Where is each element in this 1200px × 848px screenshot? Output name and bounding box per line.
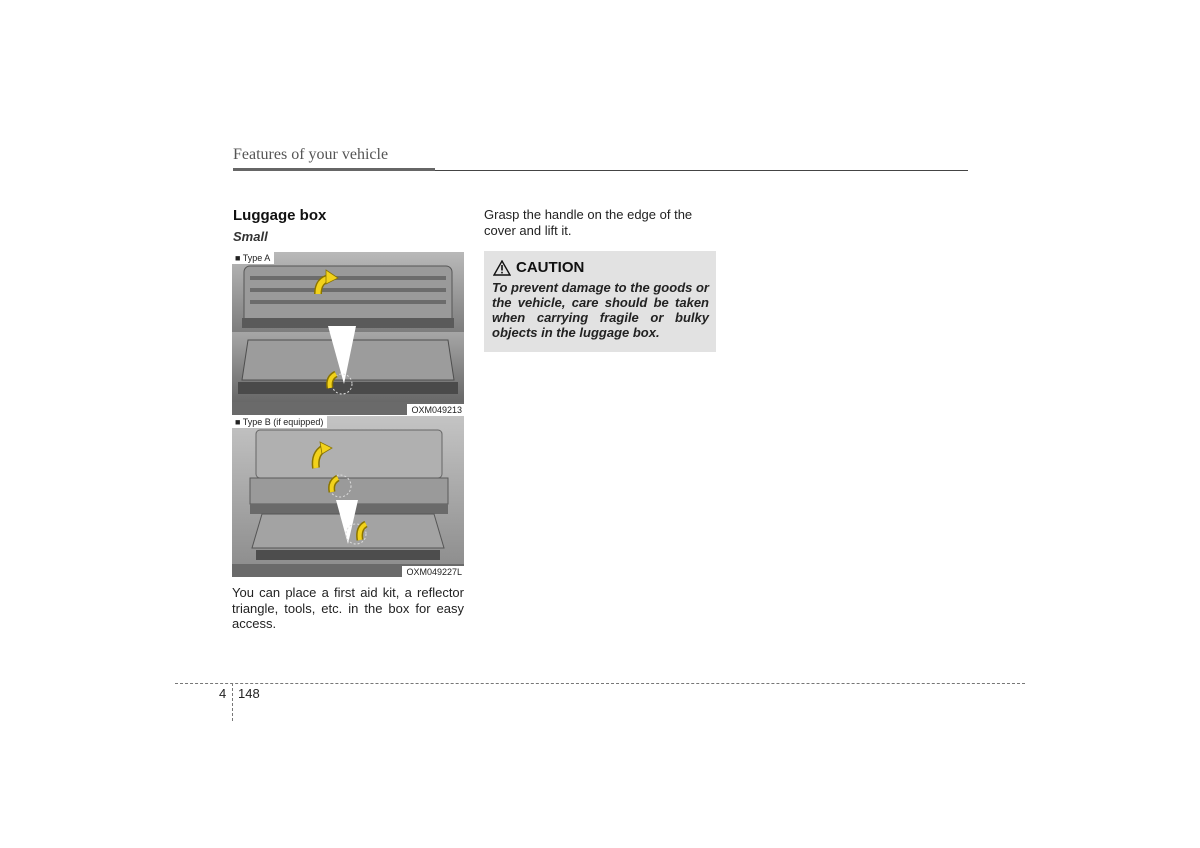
warning-triangle-icon [493, 260, 511, 276]
header-rule-thin [435, 170, 968, 171]
footer-dashed-divider [232, 683, 233, 721]
figure-type-a [232, 252, 464, 415]
body-text-left: You can place a first aid kit, a reflector triangle, tools, etc. in the box for easy access. [232, 585, 464, 631]
figure-a-label: ■ Type A [232, 252, 274, 264]
luggage-box-illustration-b [232, 416, 464, 577]
luggage-box-illustration-a [232, 252, 464, 415]
caution-box [484, 251, 716, 352]
page-header-title: Features of your vehicle [233, 146, 389, 163]
figure-type-b [232, 416, 464, 577]
header-rule-thick [233, 168, 435, 171]
chapter-number: 4 [219, 686, 227, 701]
body-text-right: Grasp the handle on the edge of the cover and lift it. [484, 207, 693, 238]
footer-dashed-rule [175, 683, 1025, 684]
figure-b-label: ■ Type B (if equipped) [232, 416, 327, 428]
caution-title: CAUTION [516, 259, 585, 276]
caution-header [493, 259, 584, 276]
section-title: Luggage box [233, 207, 327, 224]
caution-text: To prevent damage to the goods or the vehicle, care should be taken when carrying fragile or bulky objects in the luggage box. [492, 280, 709, 340]
figure-a-code: OXM049213 [407, 404, 464, 415]
section-subtitle: Small [233, 229, 268, 244]
page-number: 148 [238, 686, 260, 701]
figure-b-code: OXM049227L [402, 566, 464, 577]
